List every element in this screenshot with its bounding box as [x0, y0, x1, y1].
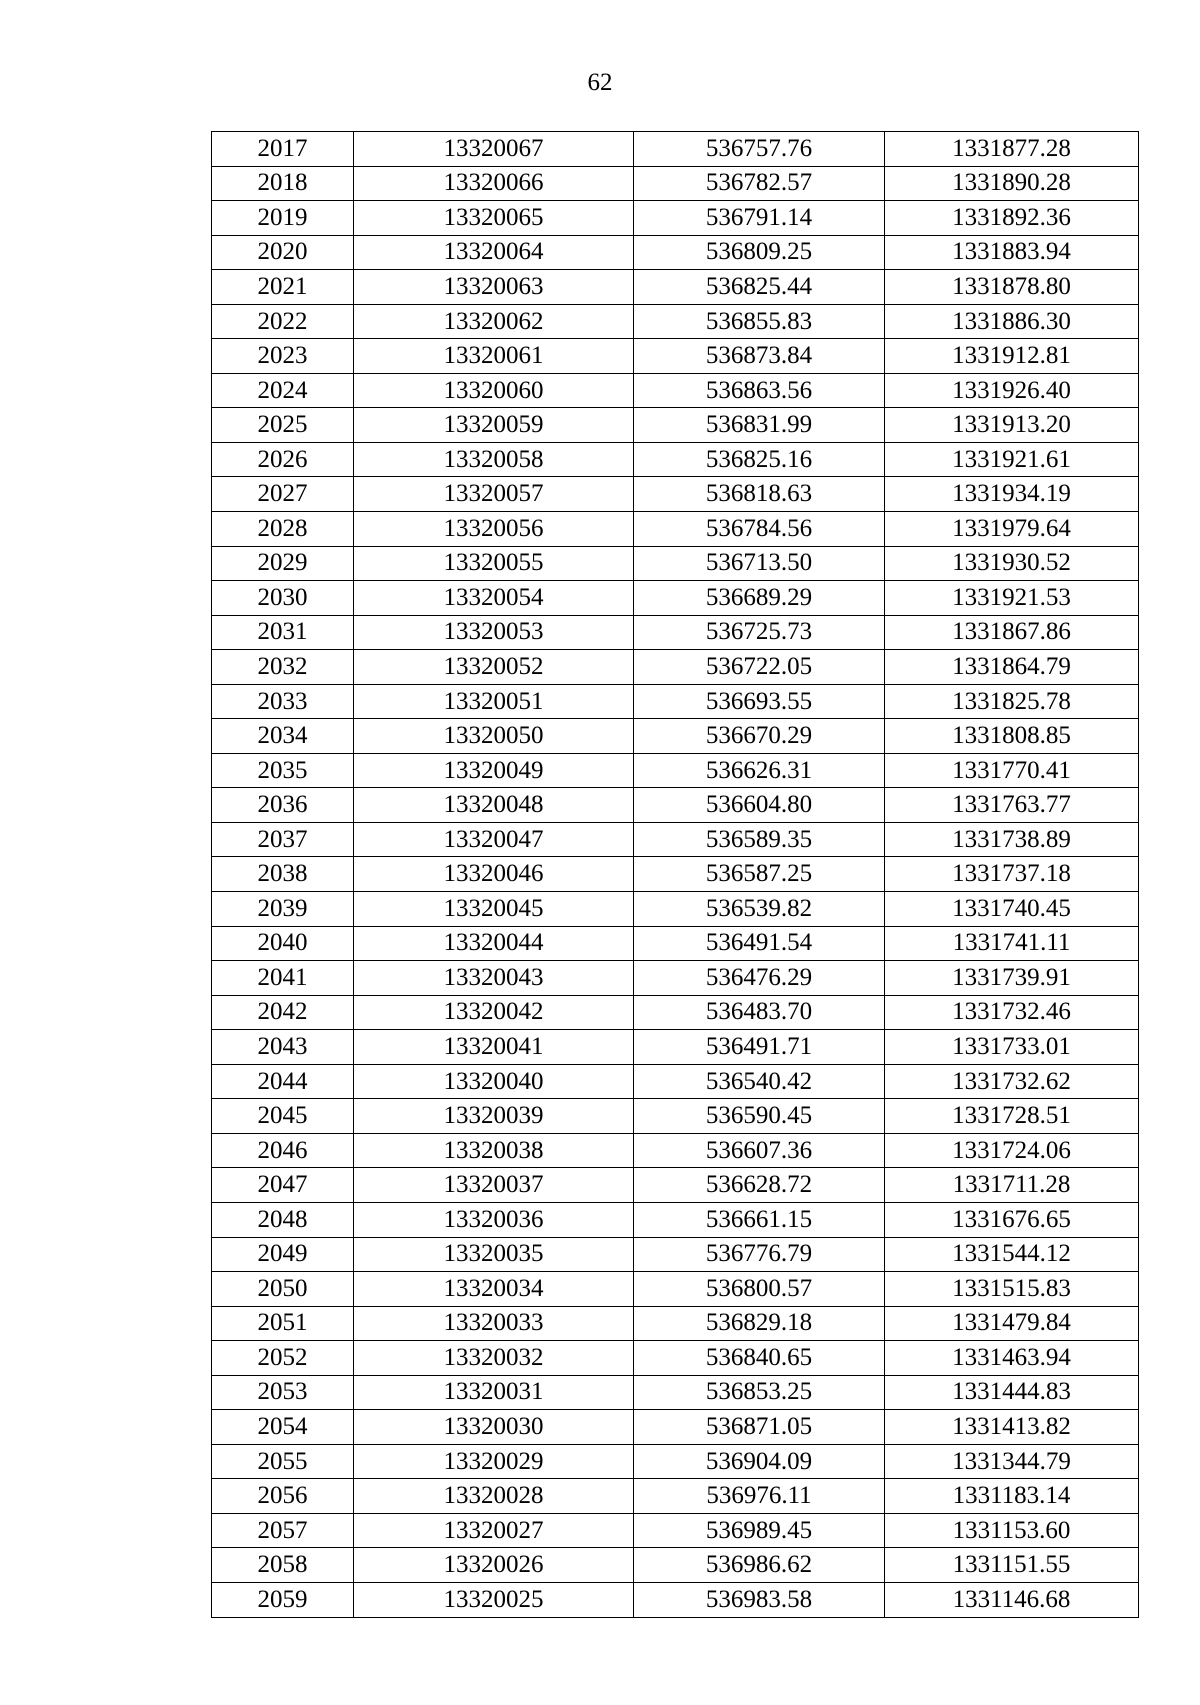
x-coordinate-cell: 536589.35 — [634, 822, 885, 857]
table-row — [212, 1030, 1139, 1065]
row-number-cell: 2049 — [212, 1237, 354, 1272]
row-number-cell: 2047 — [212, 1168, 354, 1203]
row-number-cell: 2057 — [212, 1513, 354, 1548]
point-id-cell: 13320030 — [354, 1410, 634, 1445]
y-coordinate-cell: 1331892.36 — [885, 201, 1139, 236]
y-coordinate-cell: 1331934.19 — [885, 477, 1139, 512]
table-row — [212, 1202, 1139, 1237]
row-number-cell: 2045 — [212, 1099, 354, 1134]
point-id-cell: 13320054 — [354, 581, 634, 616]
x-coordinate-cell: 536757.76 — [634, 132, 885, 167]
point-id-cell: 13320035 — [354, 1237, 634, 1272]
point-id-cell: 13320034 — [354, 1272, 634, 1307]
table-row — [212, 1582, 1139, 1617]
row-number-cell: 2022 — [212, 304, 354, 339]
page-number: 62 — [587, 69, 613, 96]
point-id-cell: 13320033 — [354, 1306, 634, 1341]
y-coordinate-cell: 1331877.28 — [885, 132, 1139, 167]
table-row — [212, 1513, 1139, 1548]
y-coordinate-cell: 1331913.20 — [885, 408, 1139, 443]
row-number-cell: 2029 — [212, 546, 354, 581]
y-coordinate-cell: 1331912.81 — [885, 339, 1139, 374]
row-number-cell: 2023 — [212, 339, 354, 374]
row-number-cell: 2024 — [212, 373, 354, 408]
x-coordinate-cell: 536825.16 — [634, 442, 885, 477]
table-row — [212, 546, 1139, 581]
x-coordinate-cell: 536540.42 — [634, 1064, 885, 1099]
y-coordinate-cell: 1331740.45 — [885, 892, 1139, 927]
row-number-cell: 2036 — [212, 788, 354, 823]
table-row — [212, 615, 1139, 650]
point-id-cell: 13320048 — [354, 788, 634, 823]
x-coordinate-cell: 536776.79 — [634, 1237, 885, 1272]
y-coordinate-cell: 1331921.61 — [885, 442, 1139, 477]
table-row — [212, 235, 1139, 270]
point-id-cell: 13320046 — [354, 857, 634, 892]
point-id-cell: 13320042 — [354, 995, 634, 1030]
point-id-cell: 13320062 — [354, 304, 634, 339]
point-id-cell: 13320052 — [354, 650, 634, 685]
table-row — [212, 753, 1139, 788]
x-coordinate-cell: 536855.83 — [634, 304, 885, 339]
row-number-cell: 2021 — [212, 270, 354, 305]
point-id-cell: 13320044 — [354, 926, 634, 961]
x-coordinate-cell: 536989.45 — [634, 1513, 885, 1548]
table-row — [212, 995, 1139, 1030]
row-number-cell: 2050 — [212, 1272, 354, 1307]
point-id-cell: 13320038 — [354, 1133, 634, 1168]
x-coordinate-cell: 536818.63 — [634, 477, 885, 512]
row-number-cell: 2043 — [212, 1030, 354, 1065]
point-id-cell: 13320025 — [354, 1582, 634, 1617]
y-coordinate-cell: 1331344.79 — [885, 1444, 1139, 1479]
row-number-cell: 2042 — [212, 995, 354, 1030]
point-id-cell: 13320031 — [354, 1375, 634, 1410]
x-coordinate-cell: 536628.72 — [634, 1168, 885, 1203]
x-coordinate-cell: 536840.65 — [634, 1341, 885, 1376]
y-coordinate-cell: 1331676.65 — [885, 1202, 1139, 1237]
point-id-cell: 13320043 — [354, 961, 634, 996]
point-id-cell: 13320058 — [354, 442, 634, 477]
table-row — [212, 1237, 1139, 1272]
row-number-cell: 2027 — [212, 477, 354, 512]
point-id-cell: 13320063 — [354, 270, 634, 305]
row-number-cell: 2040 — [212, 926, 354, 961]
y-coordinate-cell: 1331867.86 — [885, 615, 1139, 650]
x-coordinate-cell: 536626.31 — [634, 753, 885, 788]
point-id-cell: 13320028 — [354, 1479, 634, 1514]
y-coordinate-cell: 1331737.18 — [885, 857, 1139, 892]
row-number-cell: 2048 — [212, 1202, 354, 1237]
y-coordinate-cell: 1331763.77 — [885, 788, 1139, 823]
point-id-cell: 13320053 — [354, 615, 634, 650]
y-coordinate-cell: 1331732.46 — [885, 995, 1139, 1030]
table-row — [212, 719, 1139, 754]
point-id-cell: 13320041 — [354, 1030, 634, 1065]
table-row — [212, 512, 1139, 547]
point-id-cell: 13320059 — [354, 408, 634, 443]
table-row — [212, 339, 1139, 374]
row-number-cell: 2044 — [212, 1064, 354, 1099]
table-row — [212, 442, 1139, 477]
y-coordinate-cell: 1331413.82 — [885, 1410, 1139, 1445]
table-row — [212, 1479, 1139, 1514]
y-coordinate-cell: 1331444.83 — [885, 1375, 1139, 1410]
y-coordinate-cell: 1331921.53 — [885, 581, 1139, 616]
y-coordinate-cell: 1331741.11 — [885, 926, 1139, 961]
row-number-cell: 2025 — [212, 408, 354, 443]
table-row — [212, 1064, 1139, 1099]
y-coordinate-cell: 1331733.01 — [885, 1030, 1139, 1065]
table-row — [212, 1410, 1139, 1445]
table-row — [212, 892, 1139, 927]
table-row — [212, 304, 1139, 339]
table-row — [212, 1375, 1139, 1410]
y-coordinate-cell: 1331732.62 — [885, 1064, 1139, 1099]
x-coordinate-cell: 536607.36 — [634, 1133, 885, 1168]
table-row — [212, 201, 1139, 236]
x-coordinate-cell: 536491.71 — [634, 1030, 885, 1065]
x-coordinate-cell: 536983.58 — [634, 1582, 885, 1617]
point-id-cell: 13320040 — [354, 1064, 634, 1099]
x-coordinate-cell: 536539.82 — [634, 892, 885, 927]
row-number-cell: 2028 — [212, 512, 354, 547]
x-coordinate-cell: 536476.29 — [634, 961, 885, 996]
x-coordinate-cell: 536831.99 — [634, 408, 885, 443]
y-coordinate-cell: 1331738.89 — [885, 822, 1139, 857]
x-coordinate-cell: 536713.50 — [634, 546, 885, 581]
y-coordinate-cell: 1331183.14 — [885, 1479, 1139, 1514]
point-id-cell: 13320036 — [354, 1202, 634, 1237]
table-row — [212, 650, 1139, 685]
point-id-cell: 13320060 — [354, 373, 634, 408]
y-coordinate-cell: 1331886.30 — [885, 304, 1139, 339]
point-id-cell: 13320061 — [354, 339, 634, 374]
table-row — [212, 1341, 1139, 1376]
x-coordinate-cell: 536829.18 — [634, 1306, 885, 1341]
point-id-cell: 13320065 — [354, 201, 634, 236]
point-id-cell: 13320067 — [354, 132, 634, 167]
table-row — [212, 1133, 1139, 1168]
row-number-cell: 2055 — [212, 1444, 354, 1479]
point-id-cell: 13320032 — [354, 1341, 634, 1376]
table-row — [212, 270, 1139, 305]
x-coordinate-cell: 536784.56 — [634, 512, 885, 547]
row-number-cell: 2032 — [212, 650, 354, 685]
x-coordinate-cell: 536904.09 — [634, 1444, 885, 1479]
row-number-cell: 2051 — [212, 1306, 354, 1341]
table-body — [212, 132, 1139, 1618]
row-number-cell: 2038 — [212, 857, 354, 892]
y-coordinate-cell: 1331825.78 — [885, 684, 1139, 719]
x-coordinate-cell: 536587.25 — [634, 857, 885, 892]
y-coordinate-cell: 1331808.85 — [885, 719, 1139, 754]
row-number-cell: 2052 — [212, 1341, 354, 1376]
table-row — [212, 1272, 1139, 1307]
row-number-cell: 2056 — [212, 1479, 354, 1514]
x-coordinate-cell: 536986.62 — [634, 1548, 885, 1583]
y-coordinate-cell: 1331883.94 — [885, 235, 1139, 270]
table-row — [212, 857, 1139, 892]
x-coordinate-cell: 536590.45 — [634, 1099, 885, 1134]
row-number-cell: 2034 — [212, 719, 354, 754]
y-coordinate-cell: 1331926.40 — [885, 373, 1139, 408]
table-row — [212, 1099, 1139, 1134]
point-id-cell: 13320057 — [354, 477, 634, 512]
point-id-cell: 13320049 — [354, 753, 634, 788]
row-number-cell: 2054 — [212, 1410, 354, 1445]
point-id-cell: 13320064 — [354, 235, 634, 270]
row-number-cell: 2026 — [212, 442, 354, 477]
point-id-cell: 13320027 — [354, 1513, 634, 1548]
y-coordinate-cell: 1331878.80 — [885, 270, 1139, 305]
table-row — [212, 581, 1139, 616]
row-number-cell: 2039 — [212, 892, 354, 927]
x-coordinate-cell: 536800.57 — [634, 1272, 885, 1307]
table-row — [212, 477, 1139, 512]
y-coordinate-cell: 1331146.68 — [885, 1582, 1139, 1617]
table-row — [212, 684, 1139, 719]
table-row — [212, 1168, 1139, 1203]
point-id-cell: 13320047 — [354, 822, 634, 857]
y-coordinate-cell: 1331151.55 — [885, 1548, 1139, 1583]
row-number-cell: 2035 — [212, 753, 354, 788]
point-id-cell: 13320051 — [354, 684, 634, 719]
row-number-cell: 2037 — [212, 822, 354, 857]
x-coordinate-cell: 536661.15 — [634, 1202, 885, 1237]
point-id-cell: 13320050 — [354, 719, 634, 754]
x-coordinate-cell: 536863.56 — [634, 373, 885, 408]
y-coordinate-cell: 1331463.94 — [885, 1341, 1139, 1376]
x-coordinate-cell: 536604.80 — [634, 788, 885, 823]
row-number-cell: 2031 — [212, 615, 354, 650]
row-number-cell: 2017 — [212, 132, 354, 167]
y-coordinate-cell: 1331153.60 — [885, 1513, 1139, 1548]
x-coordinate-cell: 536791.14 — [634, 201, 885, 236]
x-coordinate-cell: 536782.57 — [634, 166, 885, 201]
x-coordinate-cell: 536689.29 — [634, 581, 885, 616]
x-coordinate-cell: 536873.84 — [634, 339, 885, 374]
table-row — [212, 788, 1139, 823]
x-coordinate-cell: 536825.44 — [634, 270, 885, 305]
x-coordinate-cell: 536853.25 — [634, 1375, 885, 1410]
table-row — [212, 373, 1139, 408]
x-coordinate-cell: 536670.29 — [634, 719, 885, 754]
x-coordinate-cell: 536976.11 — [634, 1479, 885, 1514]
x-coordinate-cell: 536693.55 — [634, 684, 885, 719]
row-number-cell: 2041 — [212, 961, 354, 996]
row-number-cell: 2020 — [212, 235, 354, 270]
row-number-cell: 2058 — [212, 1548, 354, 1583]
row-number-cell: 2046 — [212, 1133, 354, 1168]
y-coordinate-cell: 1331864.79 — [885, 650, 1139, 685]
point-id-cell: 13320066 — [354, 166, 634, 201]
table-row — [212, 822, 1139, 857]
y-coordinate-cell: 1331544.12 — [885, 1237, 1139, 1272]
table-row — [212, 1548, 1139, 1583]
point-id-cell: 13320039 — [354, 1099, 634, 1134]
table-row — [212, 961, 1139, 996]
table-row — [212, 1444, 1139, 1479]
table-row — [212, 926, 1139, 961]
x-coordinate-cell: 536809.25 — [634, 235, 885, 270]
x-coordinate-cell: 536491.54 — [634, 926, 885, 961]
point-id-cell: 13320029 — [354, 1444, 634, 1479]
row-number-cell: 2030 — [212, 581, 354, 616]
y-coordinate-cell: 1331728.51 — [885, 1099, 1139, 1134]
row-number-cell: 2019 — [212, 201, 354, 236]
point-id-cell: 13320056 — [354, 512, 634, 547]
x-coordinate-cell: 536722.05 — [634, 650, 885, 685]
y-coordinate-cell: 1331890.28 — [885, 166, 1139, 201]
table-row — [212, 1306, 1139, 1341]
y-coordinate-cell: 1331930.52 — [885, 546, 1139, 581]
y-coordinate-cell: 1331739.91 — [885, 961, 1139, 996]
row-number-cell: 2059 — [212, 1582, 354, 1617]
row-number-cell: 2053 — [212, 1375, 354, 1410]
point-id-cell: 13320037 — [354, 1168, 634, 1203]
y-coordinate-cell: 1331515.83 — [885, 1272, 1139, 1307]
point-id-cell: 13320055 — [354, 546, 634, 581]
y-coordinate-cell: 1331479.84 — [885, 1306, 1139, 1341]
row-number-cell: 2033 — [212, 684, 354, 719]
table-row — [212, 166, 1139, 201]
coordinates-table — [211, 131, 1139, 1618]
point-id-cell: 13320026 — [354, 1548, 634, 1583]
x-coordinate-cell: 536483.70 — [634, 995, 885, 1030]
x-coordinate-cell: 536871.05 — [634, 1410, 885, 1445]
y-coordinate-cell: 1331711.28 — [885, 1168, 1139, 1203]
y-coordinate-cell: 1331724.06 — [885, 1133, 1139, 1168]
table-row — [212, 408, 1139, 443]
row-number-cell: 2018 — [212, 166, 354, 201]
x-coordinate-cell: 536725.73 — [634, 615, 885, 650]
point-id-cell: 13320045 — [354, 892, 634, 927]
y-coordinate-cell: 1331770.41 — [885, 753, 1139, 788]
table-row — [212, 132, 1139, 167]
y-coordinate-cell: 1331979.64 — [885, 512, 1139, 547]
